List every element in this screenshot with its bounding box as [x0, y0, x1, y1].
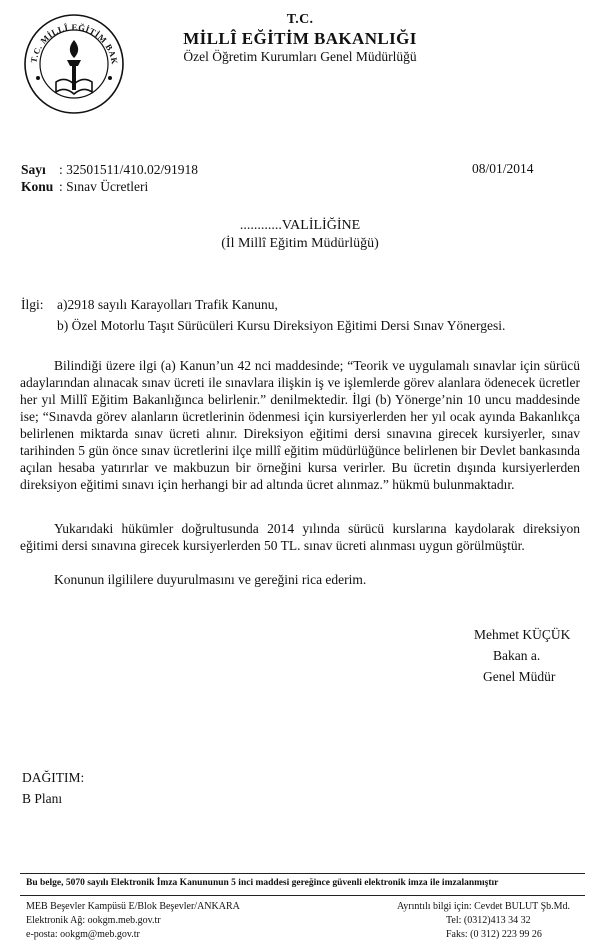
signatory-name: Mehmet KÜÇÜK	[474, 627, 571, 642]
document-subject	[21, 178, 148, 195]
body-paragraph-3: Konunun ilgililere duyurulmasını ve gereğini rica ederim.	[54, 572, 367, 587]
footer-divider-bottom	[20, 895, 585, 896]
footer-fax: Faks: (0 312) 223 99 26	[446, 929, 542, 940]
reference-b: b) Özel Motorlu Taşıt Sürücüleri Kursu Direksiyon Eğitimi Dersi Sınav Yönergesi.	[57, 318, 506, 333]
footer-tel: Tel: (0312)413 34 32	[446, 915, 531, 926]
konu-label: Konu	[21, 179, 54, 194]
document-number	[21, 161, 198, 178]
footer-address: MEB Beşevler Kampüsü E/Blok Beşevler/ANKARA	[26, 901, 240, 912]
reference-a: a)2918 sayılı Karayolları Trafik Kanunu,	[57, 297, 278, 312]
signatory-role-1: Bakan a.	[493, 648, 541, 663]
footer-contact: Ayrıntılı bilgi için: Cevdet BULUT Şb.Md.	[397, 901, 571, 912]
distribution-item: B Planı	[22, 791, 63, 806]
header-republic: T.C.	[286, 12, 314, 27]
footer-email: e-posta: ookgm@meb.gov.tr	[26, 929, 140, 940]
sayi-value: : 32501511/410.02/91918	[59, 162, 199, 177]
signatory-role-2: Genel Müdür	[483, 669, 556, 684]
references-label: İlgi:	[21, 297, 44, 312]
konu-value: : Sınav Ücretleri	[59, 179, 149, 194]
document-date: 08/01/2014	[472, 161, 534, 176]
footer-web: Elektronik Ağ: ookgm.meb.gov.tr	[26, 915, 161, 926]
distribution-label: DAĞITIM:	[22, 770, 85, 785]
seal-ring-text: T.C. MİLLÎ EĞİTİM BAK	[28, 21, 120, 66]
e-signature-notice: Bu belge, 5070 sayılı Elektronik İmza Kanununun 5 inci maddesi gereğince güvenli elektronik imza ile imzalanmıştır	[26, 878, 499, 888]
body-paragraph-1: Bilindiği üzere ilgi (a) Kanun’un 42 nci maddesinde; “Teorik ve uygulamalı sınavlar için sürücü adaylarından alınacak sınav ücreti ile sınavlara ilişkin iş ve işlemlerde görev alanlara ödenecek ücretler her yıl Millî Eğitim Bakanlığınca belirlenir.” denilmektedir. İlgi (b) Yönerge’nin 10 uncu maddesinde ise; “Sınavda görev alanların ücretlerinin ödenmesi için kursiyerlerden her yıl ocak ayında Bakanlıkça belirlenen miktarda sınav ücreti alınır. Direksiyon eğitimi dersi sınavına girecek kursiyerler, sınav tarihinden 5 gün önce sınav ücretlerini ilçe millî eğitim müdürlüğünce belirlenen bir Devlet bankasında açılan hesaba yatırırlar ve makbuzun bir örneğini kursa verirler. Bu ücretin dışında kursiyerlerden direksiyon eğitimi sınavı için herhangi bir ad altında ücret alınmaz.” hükmü bulunmaktadır.	[20, 358, 580, 492]
header-directorate: Özel Öğretim Kurumları Genel Müdürlüğü	[183, 49, 417, 64]
header-ministry: MİLLÎ EĞİTİM BAKANLIĞI	[183, 29, 417, 48]
addressee-sub: (İl Millî Eğitim Müdürlüğü)	[221, 236, 379, 251]
body-paragraph-2: Yukarıdaki hükümler doğrultusunda 2014 yılında sürücü kurslarına kaydolarak direksiyon eğitimi dersi sınavına girecek kursiyerlerden 50 TL. sınav ücreti alınması uygun görülmüştür.	[20, 521, 580, 553]
sayi-label: Sayı	[21, 162, 46, 177]
footer-divider-top	[20, 873, 585, 874]
addressee: ............VALİLİĞİNE	[239, 218, 361, 233]
